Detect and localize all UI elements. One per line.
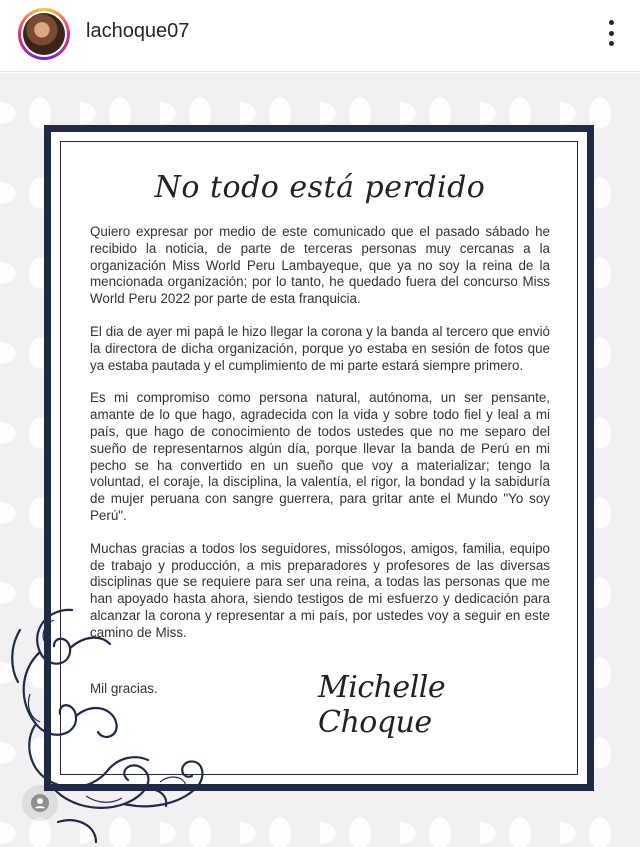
avatar[interactable] — [18, 8, 70, 60]
username-link[interactable]: lachoque07 — [86, 20, 190, 42]
avatar-image — [23, 13, 65, 55]
letter-title: No todo está perdido — [154, 170, 486, 205]
signature: Michelle Choque — [318, 670, 446, 740]
letter-paragraph: Es mi compromiso como persona natural, autónoma, un ser pensante, amante de lo que hago, agradecida con la vida y sobre todo fiel y leal a mi país, que hago de conocimiento de todos ustedes que no me separo del sueño de representarnos algún día, porque llevar la banda de Perú en mi pecho se ha convertido en un sueño que voy a materializar; tengo la voluntad, el coraje, la disciplina, la valentía, el rigor, la bondad y la sabiduría de mujer peruana con sangre guerrera, para gritar ante el Mundo "Yo soy Perú". — [90, 390, 550, 523]
letter-paragraph: Muchas gracias a todos los seguidores, missólogos, amigos, familia, equipo de trabajo y producción, a mis preparadores y profesores de las diversas disciplinas que se requiere para ser una reina, a todas las personas que me han apoyado hasta ahora, siendo testigos de mi esfuerzo y dedicación para alcanzar la corona y representar a mi país, por ustedes voy a seguir en este camino de Miss. — [90, 540, 550, 640]
post-header — [0, 0, 640, 72]
letter-paragraph: El dia de ayer mi papá le hizo llegar la corona y la banda al tercero que envió la directora de dicha organización, porque yo estaba en sesión de fotos que ya estaba pautada y el cumplimiento de mi parte estará siempre primero. — [90, 323, 550, 373]
user-tag-icon[interactable] — [22, 785, 58, 821]
more-vertical-icon[interactable] — [606, 20, 616, 46]
person-icon — [30, 793, 50, 813]
letter-paragraph: Quiero expresar por medio de este comunicado que el pasado sábado he recibido la noticia, de parte de terceras personas muy cercanas a la organización Miss World Peru Lambayeque, que ya no soy la reina de la mencionada organización; por lo tanto, he quedado fuera del concurso Miss World Peru 2022 por parte de esta franquicia. — [90, 224, 550, 307]
avatar-border — [21, 11, 67, 57]
letter-closing: Mil gracias. — [90, 681, 158, 696]
